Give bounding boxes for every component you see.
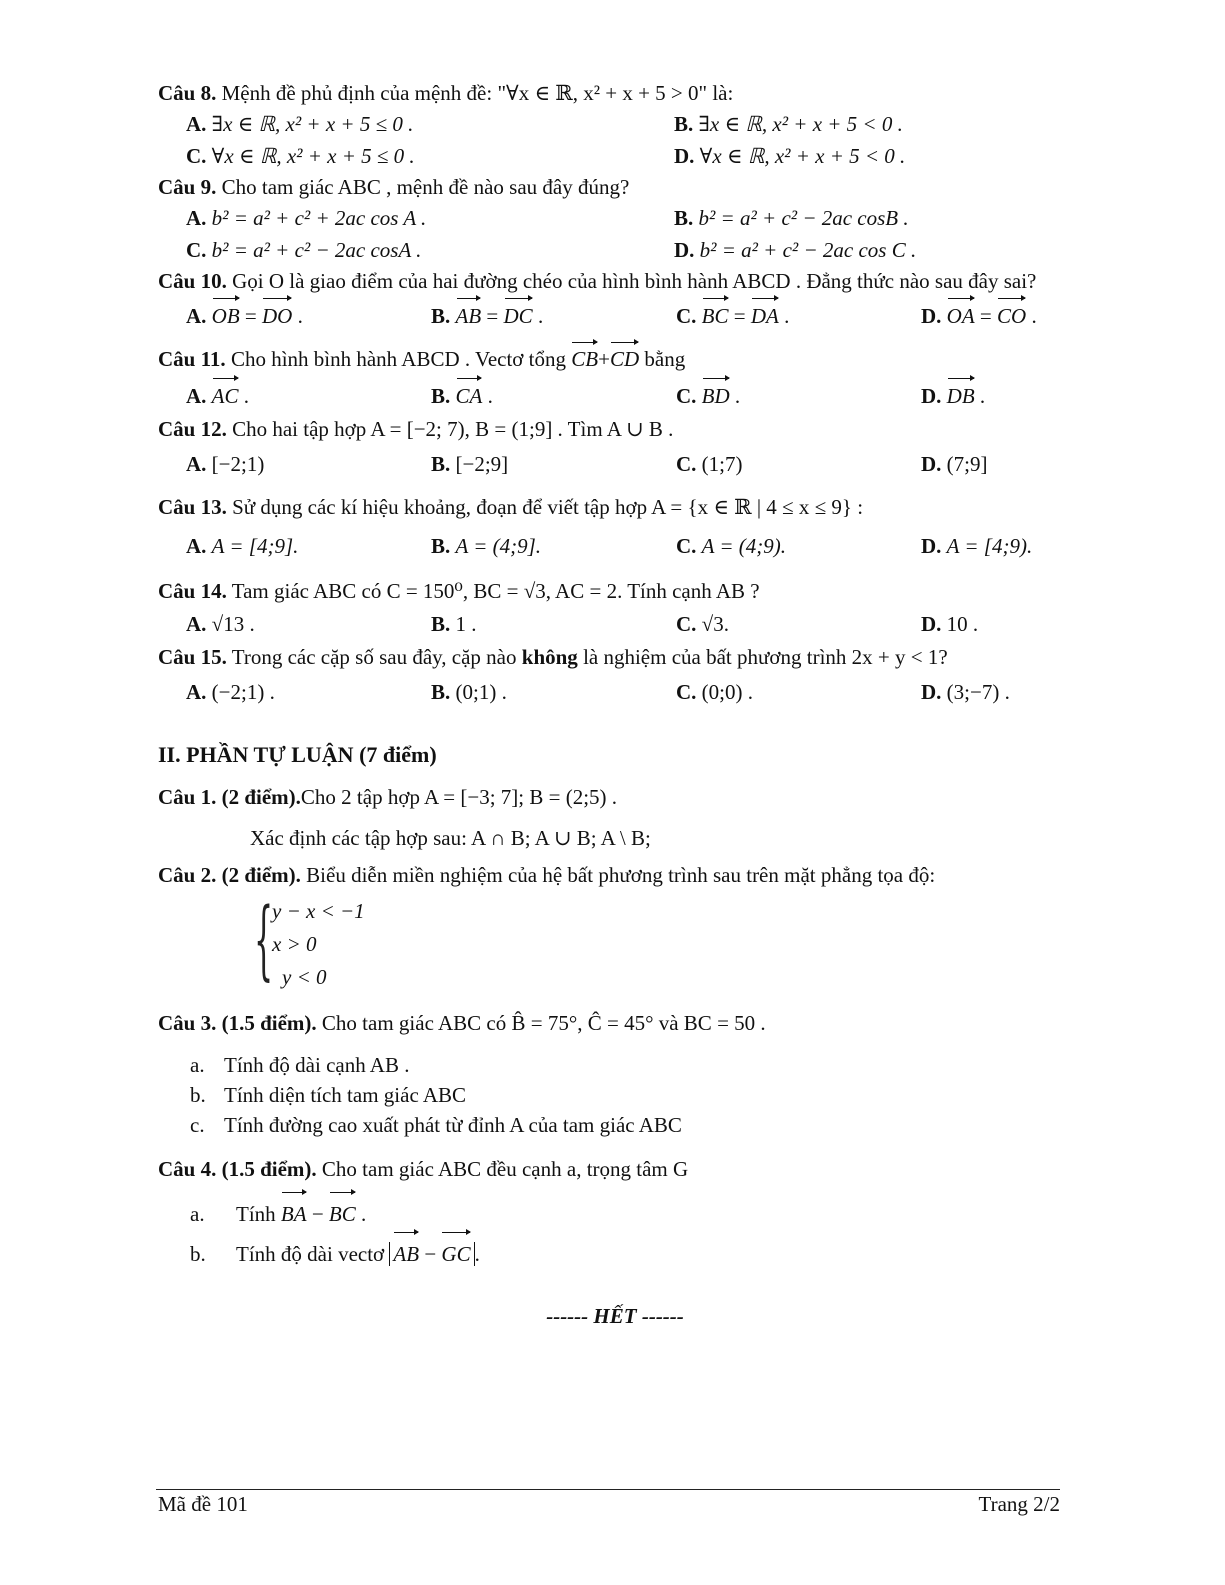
option-tail: . — [482, 384, 493, 408]
question-stem: Cho tam giác ABC có B̂ = 75°, Ĉ = 45° và BC = 50 . — [316, 1011, 766, 1035]
question-label: Câu 9. — [158, 175, 217, 199]
option-c[interactable] — [676, 608, 921, 640]
option-key: D. — [921, 384, 942, 408]
vector-right: DO — [262, 300, 292, 332]
option-key: D. — [921, 452, 942, 476]
question-11 — [158, 344, 1060, 374]
question-label: Câu 1. (2 điểm). — [158, 785, 301, 809]
vector-left: BC — [702, 300, 729, 332]
option-b[interactable] — [674, 202, 1060, 234]
option-key: D. — [921, 680, 942, 704]
system-lines — [272, 894, 365, 994]
option-key: A. — [186, 384, 207, 408]
option-key: A. — [186, 452, 207, 476]
option-text: ∀x ∈ ℝ, x² + x + 5 ≤ 0 . — [211, 144, 415, 168]
option-text: A = [4;9). — [946, 534, 1033, 558]
option-c[interactable] — [186, 234, 674, 266]
question-stem: Cho tam giác ABC đều cạnh a, trọng tâm G — [316, 1157, 689, 1181]
option-tail: . — [729, 384, 741, 408]
vector-left: OB — [212, 300, 240, 332]
option-a[interactable] — [186, 380, 431, 412]
essay-question-2 — [158, 860, 1060, 890]
option-key: B. — [431, 304, 451, 328]
option-a[interactable] — [186, 530, 431, 562]
system-line: x > 0 — [272, 932, 317, 956]
list-item — [190, 1050, 1060, 1080]
item-text: Tính diện tích tam giác ABC — [224, 1083, 467, 1107]
item-label: a. — [190, 1202, 205, 1226]
question-stem-end: bằng — [639, 347, 686, 371]
vector-ab: AB — [393, 1234, 419, 1274]
option-tail: . — [292, 304, 303, 328]
option-key: C. — [676, 612, 697, 636]
option-c[interactable] — [676, 380, 921, 412]
vector-right: DC — [504, 300, 533, 332]
option-key: B. — [431, 534, 451, 558]
option-key: C. — [676, 304, 697, 328]
vector: BD — [702, 380, 730, 412]
minus-sign: − — [306, 1202, 329, 1226]
option-a[interactable] — [186, 202, 674, 234]
option-text: [−2;9] — [455, 452, 509, 476]
option-text: √3. — [701, 612, 729, 636]
question-stem: Sử dụng các kí hiệu khoảng, đoạn để viết tập hợp A = {x ∈ ℝ | 4 ≤ x ≤ 9} : — [226, 495, 864, 519]
option-key: C. — [676, 680, 697, 704]
option-key: D. — [921, 304, 942, 328]
question-stem-end: là nghiệm của bất phương trình 2x + y < 1? — [577, 645, 948, 669]
option-key: C. — [676, 384, 697, 408]
item-text — [236, 1194, 366, 1234]
option-d[interactable] — [921, 530, 1060, 562]
question-emphasis: không — [521, 645, 578, 669]
vector: AC — [212, 380, 239, 412]
item-label: c. — [190, 1113, 205, 1137]
item-prefix: Tính — [236, 1202, 281, 1226]
vector-cd: CD — [610, 344, 639, 374]
option-d[interactable] — [674, 234, 1060, 266]
inequality-system — [254, 890, 1060, 994]
item-label: a. — [190, 1053, 205, 1077]
question-14 — [158, 576, 1060, 606]
option-key: B. — [674, 112, 694, 136]
option-a[interactable] — [186, 608, 431, 640]
vector-ba: BA — [281, 1194, 307, 1234]
option-text: b² = a² + c² + 2ac cos A . — [211, 206, 427, 230]
question-stem: Mệnh đề phủ định của mệnh đề: "∀x ∈ ℝ, x² + x + 5 > 0" là: — [216, 81, 734, 105]
question-label: Câu 14. — [158, 579, 227, 603]
question-stem: Tam giác ABC có C = 150⁰, BC = √3, AC = 2. Tính cạnh AB ? — [226, 579, 760, 603]
question-label: Câu 8. — [158, 81, 217, 105]
question-label: Câu 11. — [158, 347, 226, 371]
vector-cb: CB — [571, 344, 598, 374]
option-key: B. — [431, 680, 451, 704]
vector-left: AB — [456, 300, 482, 332]
option-b[interactable] — [431, 676, 676, 708]
option-text: [−2;1) — [211, 452, 265, 476]
question-label: Câu 3. (1.5 điểm). — [158, 1011, 317, 1035]
item-tail: . — [474, 1242, 480, 1266]
question-stem: Cho tam giác ABC , mệnh đề nào sau đây đúng? — [216, 175, 630, 199]
list-item — [190, 1194, 1060, 1234]
question-stem: Gọi O là giao điểm của hai đường chéo của hình bình hành ABCD . Đẳng thức nào sau đây sai? — [226, 269, 1037, 293]
question-stem: Cho hai tập hợp A = [−2; 7), B = (1;9] . Tìm A ∪ B . — [226, 417, 674, 441]
option-text: 10 . — [946, 612, 979, 636]
option-a[interactable] — [186, 448, 431, 480]
option-text: A = (4;9]. — [455, 534, 542, 558]
option-text: ∀x ∈ ℝ, x² + x + 5 < 0 . — [699, 144, 906, 168]
item-tail: . — [355, 1202, 367, 1226]
question-12 — [158, 414, 1060, 444]
option-key: B. — [431, 384, 451, 408]
system-line: y − x < −1 — [272, 899, 365, 923]
option-b[interactable] — [431, 380, 676, 412]
question-13 — [158, 492, 1060, 522]
footer-divider — [156, 1489, 1060, 1490]
vector-left: OA — [947, 300, 975, 332]
list-item — [190, 1234, 1060, 1274]
options-15 — [158, 676, 1060, 708]
option-key: B. — [431, 452, 451, 476]
essay-question-3-items — [158, 1050, 1060, 1140]
brace-icon: { — [254, 890, 274, 990]
options-12 — [158, 448, 1060, 480]
options-13 — [158, 530, 1060, 562]
option-c[interactable] — [676, 530, 921, 562]
option-text: ∃x ∈ ℝ, x² + x + 5 < 0 . — [698, 112, 903, 136]
option-tail: . — [238, 384, 250, 408]
list-item — [190, 1080, 1060, 1110]
essay-question-1 — [158, 782, 1060, 812]
option-text: (−2;1) . — [211, 680, 275, 704]
abs-bars — [389, 1242, 474, 1266]
question-label: Câu 2. (2 điểm). — [158, 863, 301, 887]
option-b[interactable] — [431, 608, 676, 640]
option-c[interactable] — [676, 448, 921, 480]
vector: CA — [456, 380, 483, 412]
option-key: C. — [676, 534, 697, 558]
option-text: (7;9] — [946, 452, 988, 476]
option-tail: . — [532, 304, 544, 328]
option-text: A = [4;9]. — [211, 534, 299, 558]
option-key: D. — [674, 144, 695, 168]
question-label: Câu 13. — [158, 495, 227, 519]
option-b[interactable] — [431, 530, 676, 562]
option-key: A. — [186, 680, 207, 704]
item-label: b. — [190, 1242, 206, 1266]
option-key: C. — [186, 238, 207, 262]
option-key: B. — [431, 612, 451, 636]
question-9 — [158, 172, 1060, 202]
item-prefix: Tính độ dài vectơ — [236, 1242, 390, 1266]
option-a[interactable] — [186, 676, 431, 708]
section-title: II. PHẦN TỰ LUẬN (7 điểm) — [158, 742, 437, 767]
question-15 — [158, 642, 1060, 672]
vector-right: DA — [751, 300, 779, 332]
option-text: (1;7) — [701, 452, 743, 476]
question-stem: Cho 2 tập hợp A = [−3; 7]; B = (2;5) . — [300, 785, 618, 809]
vector-right: CO — [997, 300, 1026, 332]
option-d[interactable] — [921, 608, 1060, 640]
option-text: ∃x ∈ ℝ, x² + x + 5 ≤ 0 . — [211, 112, 414, 136]
option-d[interactable] — [674, 140, 1060, 172]
options-9 — [158, 202, 1060, 266]
item-text — [236, 1234, 480, 1274]
option-d[interactable] — [921, 676, 1060, 708]
option-b[interactable]: B. AB = DC . — [431, 300, 676, 332]
list-item — [190, 1110, 1060, 1140]
option-key: D. — [921, 612, 942, 636]
option-b[interactable] — [431, 448, 676, 480]
question-label: Câu 4. (1.5 điểm). — [158, 1157, 317, 1181]
page-number: Trang 2/2 — [978, 1492, 1060, 1516]
minus-sign: − — [419, 1242, 442, 1266]
option-tail: . — [974, 384, 986, 408]
option-c[interactable] — [186, 140, 674, 172]
essay-question-1-sub: Xác định các tập hợp sau: A ∩ B; A ∪ B; A \ B; — [250, 826, 651, 850]
option-tail: . — [778, 304, 790, 328]
options-14 — [158, 608, 1060, 640]
option-key: A. — [186, 112, 207, 136]
essay-question-3 — [158, 1008, 1060, 1038]
option-key: C. — [186, 144, 207, 168]
option-d[interactable]: D. OA = CO . — [921, 300, 1060, 332]
options-10 — [158, 300, 1060, 332]
system-line: y < 0 — [282, 965, 327, 989]
end-marker: ------ HẾT ------ — [546, 1304, 684, 1328]
option-key: A. — [186, 612, 207, 636]
option-text: b² = a² + c² − 2ac cosA . — [211, 238, 422, 262]
question-stem: Trong các cặp số sau đây, cặp nào — [226, 645, 522, 669]
question-label: Câu 12. — [158, 417, 227, 441]
question-stem: Biểu diễn miền nghiệm của hệ bất phương trình sau trên mặt phẳng tọa độ: — [300, 863, 936, 887]
option-key: A. — [186, 534, 207, 558]
question-8 — [158, 78, 1060, 108]
option-text: (0;1) . — [455, 680, 507, 704]
essay-question-4-items — [158, 1194, 1060, 1274]
vector-bc: BC — [329, 1194, 356, 1234]
options-11 — [158, 380, 1060, 412]
option-text: A = (4;9). — [701, 534, 787, 558]
option-key: D. — [921, 534, 942, 558]
item-text: Tính độ dài cạnh AB . — [224, 1053, 410, 1077]
option-text: (0;0) . — [701, 680, 753, 704]
option-a[interactable]: A. OB = DO . — [186, 300, 431, 332]
option-d[interactable] — [921, 448, 1060, 480]
option-key: A. — [186, 206, 207, 230]
option-text: b² = a² + c² − 2ac cos C . — [699, 238, 917, 262]
option-key: C. — [676, 452, 697, 476]
option-a[interactable] — [186, 108, 674, 140]
item-label: b. — [190, 1083, 206, 1107]
question-label: Câu 10. — [158, 269, 227, 293]
question-stem: Cho hình bình hành ABCD . Vectơ tổng — [225, 347, 572, 371]
essay-question-4 — [158, 1154, 1060, 1184]
plus-sign: + — [598, 347, 610, 371]
option-text: b² = a² + c² − 2ac cosB . — [698, 206, 909, 230]
option-b[interactable] — [674, 108, 1060, 140]
option-c[interactable] — [676, 676, 921, 708]
option-key: D. — [674, 238, 695, 262]
option-d[interactable] — [921, 380, 1060, 412]
options-8 — [158, 108, 1060, 172]
option-key: A. — [186, 304, 207, 328]
question-label: Câu 15. — [158, 645, 227, 669]
item-text: Tính đường cao xuất phát từ đỉnh A của tam giác ABC — [224, 1113, 682, 1137]
option-text: 1 . — [455, 612, 477, 636]
question-10 — [158, 266, 1060, 296]
vector-gc: GC — [441, 1234, 470, 1274]
option-c[interactable]: C. BC = DA . — [676, 300, 921, 332]
option-text: (3;−7) . — [946, 680, 1010, 704]
exam-code: Mã đề 101 — [158, 1492, 248, 1516]
vector: DB — [947, 380, 975, 412]
footer — [158, 1492, 1060, 1517]
option-tail: . — [1026, 304, 1037, 328]
exam-page — [158, 78, 1060, 1329]
option-key: B. — [674, 206, 694, 230]
option-text: √13 . — [211, 612, 255, 636]
